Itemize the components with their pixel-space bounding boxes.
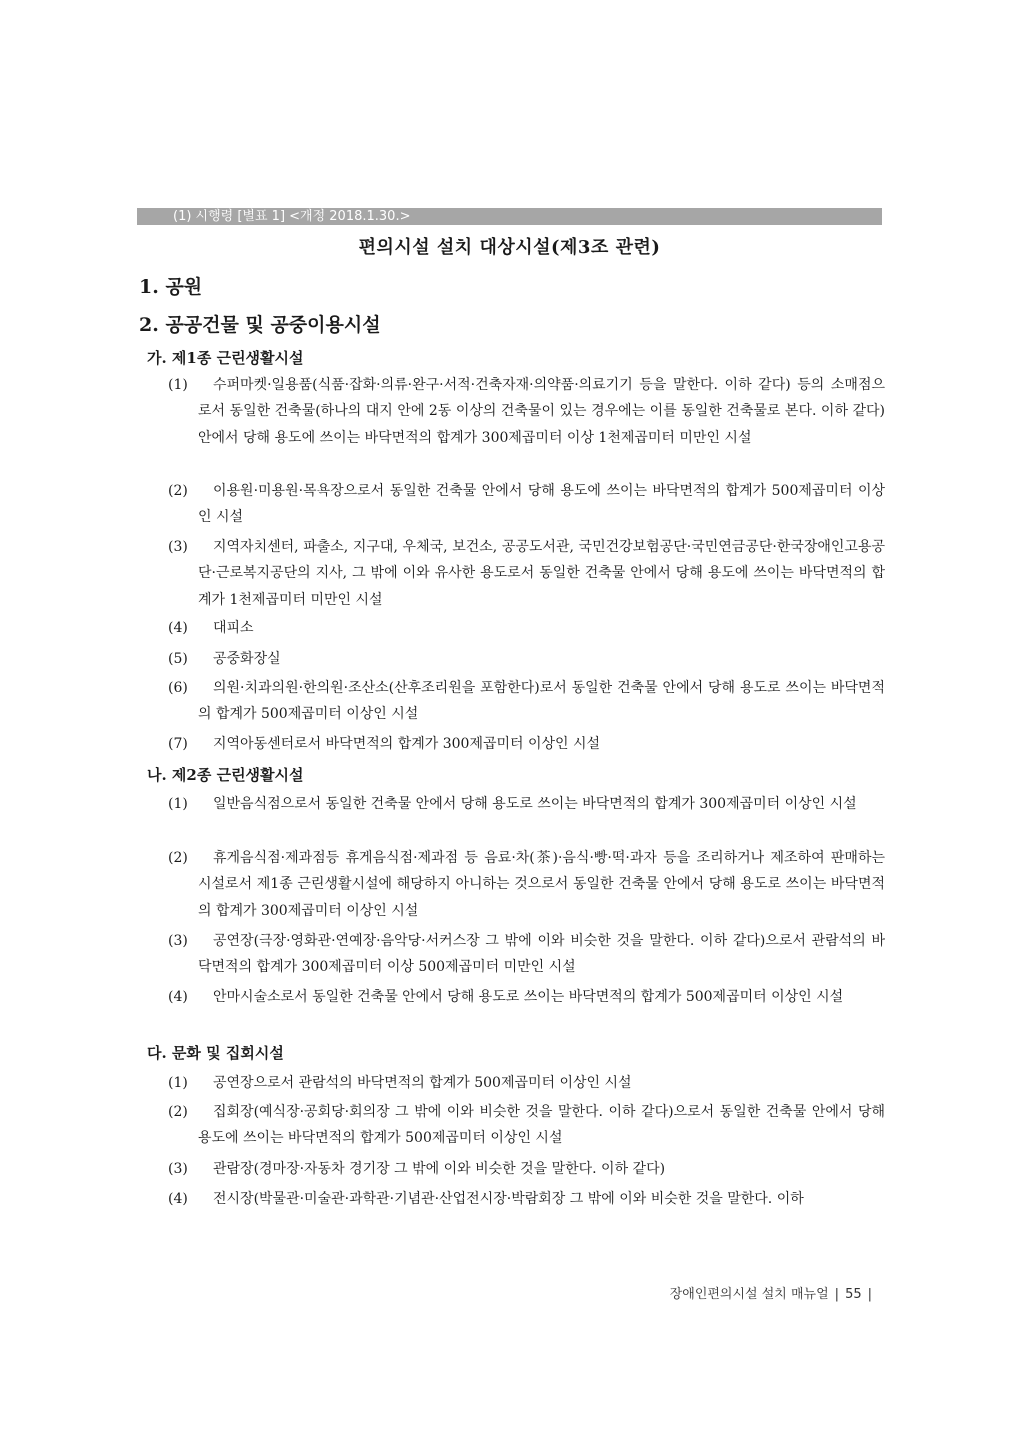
item-text: 휴게음식점·제과점등 휴게음식점·제과점 등 음료·차(茶)·음식·빵·떡·과자 등을 조리하거나 제조하여 판매하는 시설로서 제1종 근린생활시설에 해당하지 아니하는 것으로서 동일한 건축물 안에서 당해 용도로 쓰이는 바닥면적의 합계가 300제곱미터 이상인 시설	[198, 850, 885, 919]
item-text: 이용원·미용원·목욕장으로서 동일한 건축물 안에서 당해 용도에 쓰이는 바닥면적의 합계가 500제곱미터 이상인 시설	[198, 483, 885, 526]
item-text: 전시장(박물관·미술관·과학관·기념관·산업전시장·박람회장 그 밖에 이와 비슷한 것을 말한다. 이하	[213, 1191, 804, 1207]
item-text: 집회장(예식장·공회당·회의장 그 밖에 이와 비슷한 것을 말한다. 이하 같다)으로서 동일한 건축물 안에서 당해 용도에 쓰이는 바닥면적의 합계가 500제곱미터 이상인 시설	[198, 1104, 885, 1147]
item-text: 지역아동센터로서 바닥면적의 합계가 300제곱미터 이상인 시설	[213, 736, 601, 752]
item-number: (2)	[168, 850, 188, 866]
item-text: 지역자치센터, 파출소, 지구대, 우체국, 보건소, 공공도서관, 국민건강보험공단·국민연금공단·한국장애인고용공단·근로복지공단의 지사, 그 밖에 이와 유사한 용도로서 동일한 건축물 안에서 당해 용도에 쓰이는 바닥면적의 합계가 1천제곱미터 미만인 시설	[198, 539, 885, 608]
item-text: 공중화장실	[213, 651, 281, 667]
item-number: (4)	[168, 989, 188, 1005]
list-item	[153, 984, 885, 1010]
list-item	[153, 478, 885, 531]
item-text: 공연장으로서 관람석의 바닥면적의 합계가 500제곱미터 이상인 시설	[213, 1075, 632, 1091]
list-item	[153, 1186, 885, 1212]
list-item	[153, 928, 885, 981]
list-item	[153, 615, 885, 641]
list-item	[153, 534, 885, 613]
subsection-heading-da: 다. 문화 및 집회시설	[147, 1044, 284, 1062]
subsection-heading-na: 나. 제2종 근린생활시설	[147, 766, 304, 784]
subsection-heading-ga: 가. 제1종 근린생활시설	[147, 349, 304, 367]
item-text: 수퍼마켓·일용품(식품·잡화·의류·완구·서적·건축자재·의약품·의료기기 등을 말한다. 이하 같다) 등의 소매점으로서 동일한 건축물(하나의 대지 안에 2동 이상의 건축물이 있는 경우에는 이를 동일한 건축물로 본다. 이하 같다) 안에서 당해 용도에 쓰이는 바닥면적의 합계가 300제곱미터 이상 1천제곱미터 미만인 시설	[198, 377, 885, 446]
item-text: 일반음식점으로서 동일한 건축물 안에서 당해 용도로 쓰이는 바닥면적의 합계가 300제곱미터 이상인 시설	[213, 796, 857, 812]
list-item	[153, 791, 885, 817]
list-item	[153, 1070, 885, 1096]
item-number: (3)	[168, 1161, 188, 1177]
list-item	[153, 372, 885, 451]
footer-title: 장애인편의시설 설치 매뉴얼	[669, 1287, 829, 1302]
item-number: (4)	[168, 1191, 188, 1207]
item-number: (2)	[168, 483, 188, 499]
item-number: (1)	[168, 1075, 188, 1091]
page-footer	[670, 1283, 878, 1302]
list-item	[153, 731, 885, 757]
item-text: 관람장(경마장·자동차 경기장 그 밖에 이와 비슷한 것을 말한다. 이하 같다)	[213, 1161, 666, 1177]
item-number: (3)	[168, 933, 188, 949]
item-number: (1)	[168, 796, 188, 812]
list-item	[153, 1099, 885, 1152]
item-number: (5)	[168, 651, 188, 667]
list-item	[153, 845, 885, 924]
section-parks: 1. 공원	[139, 276, 203, 298]
item-number: (1)	[168, 377, 188, 393]
footer-divider: |	[834, 1287, 840, 1302]
item-number: (3)	[168, 539, 188, 555]
item-number: (6)	[168, 680, 188, 696]
list-item	[153, 675, 885, 728]
item-text: 안마시술소로서 동일한 건축물 안에서 당해 용도로 쓰이는 바닥면적의 합계가 500제곱미터 이상인 시설	[213, 989, 844, 1005]
item-number: (4)	[168, 620, 188, 636]
item-text: 대피소	[213, 620, 254, 636]
footer-divider: |	[867, 1287, 872, 1302]
item-number: (7)	[168, 736, 188, 752]
item-text: 의원·치과의원·한의원·조산소(산후조리원을 포함한다)로서 동일한 건축물 안에서 당해 용도로 쓰이는 바닥면적의 합계가 500제곱미터 이상인 시설	[198, 680, 885, 723]
section-header-bar: (1) 시행령 [별표 1] <개정 2018.1.30.>	[137, 208, 882, 225]
document-title: 편의시설 설치 대상시설(제3조 관련)	[358, 237, 661, 258]
item-number: (2)	[168, 1104, 188, 1120]
page-number: 55	[845, 1287, 862, 1302]
section-public-buildings: 2. 공공건물 및 공중이용시설	[139, 314, 381, 336]
item-text: 공연장(극장·영화관·연예장·음악당·서커스장 그 밖에 이와 비슷한 것을 말한다. 이하 같다)으로서 관람석의 바닥면적의 합계가 300제곱미터 이상 500제곱미터 미만인 시설	[198, 933, 885, 976]
list-item	[153, 646, 885, 672]
list-item	[153, 1156, 885, 1182]
